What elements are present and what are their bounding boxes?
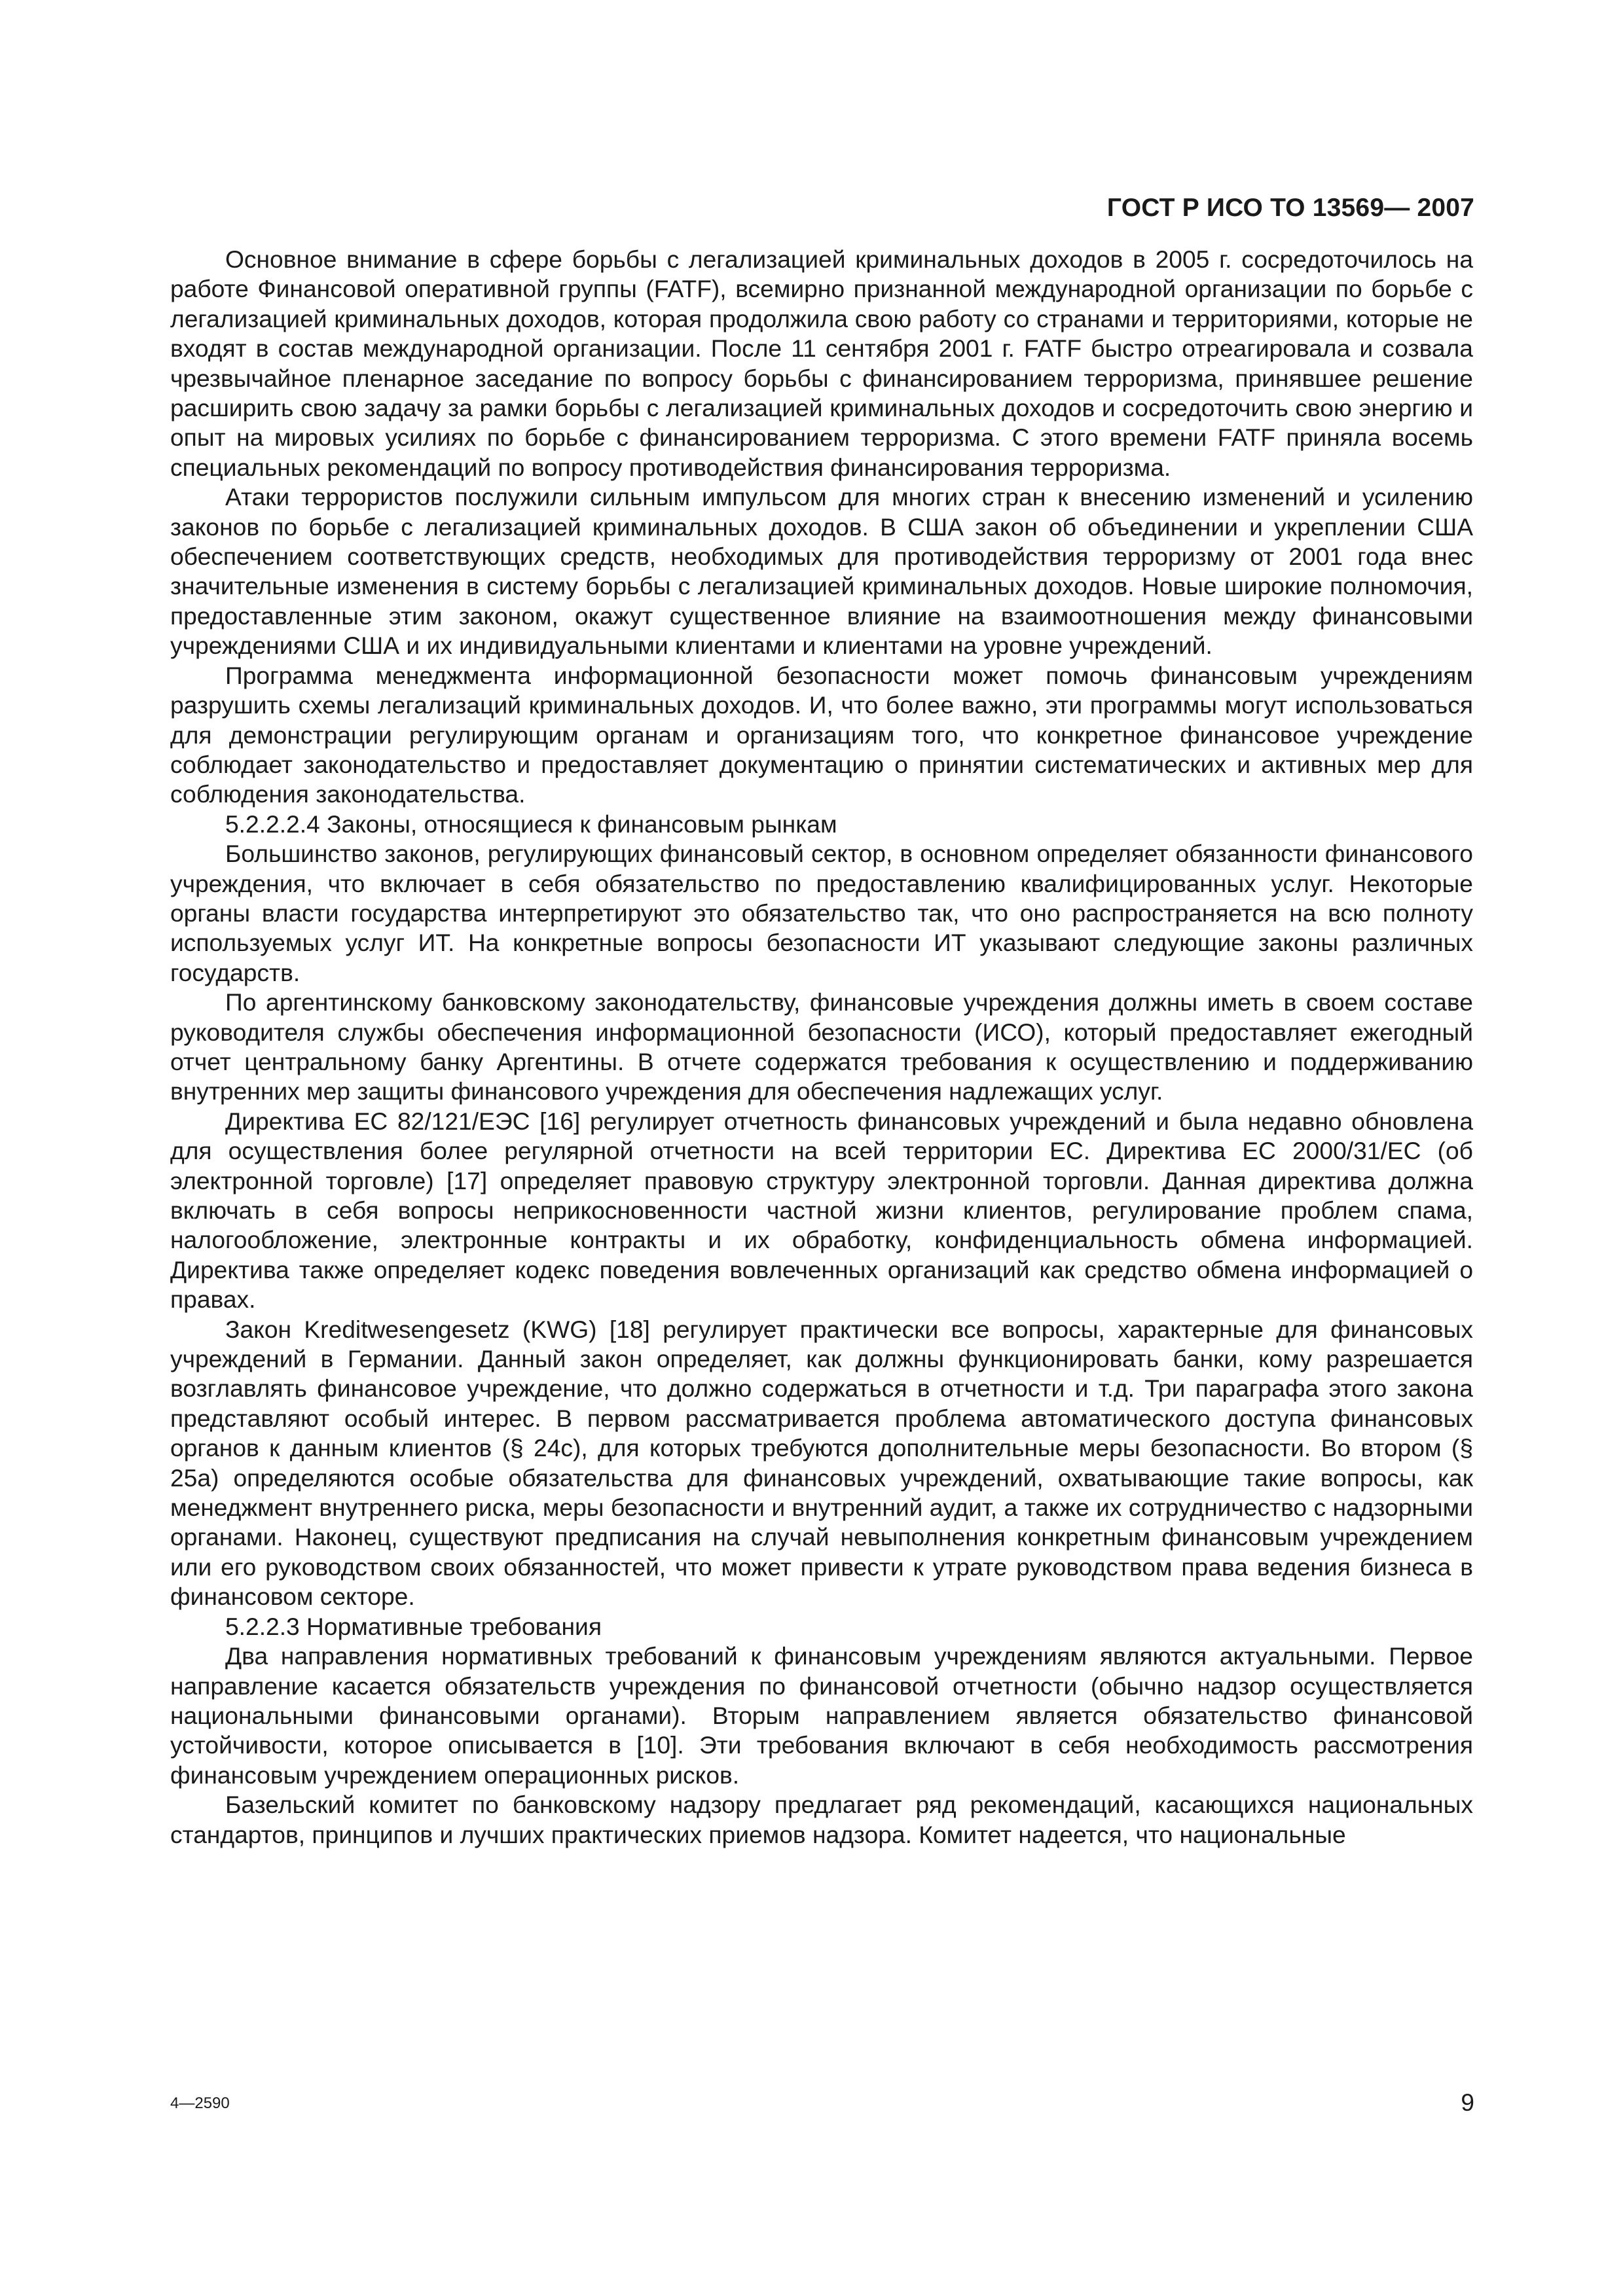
paragraph-regulatory-requirements: Два направления нормативных требований к финансовым учреждениям являются актуальными. Первое направление касается обязательств учреждения по финансовой отчетности (обычно надзор осуществляется национальными финансовыми органами). Вторым направлением является обязательство финансовой устойчивости, которое описывается в [10]. Эти требования включают в себя необходимость рассмотрения финансовым учреждением операционных рисков. — [170, 1642, 1473, 1789]
paragraph-argentina: По аргентинскому банковскому законодательству, финансовые учреждения должны иметь в своем составе руководителя службы обеспечения информационной безопасности (ИСО), который предоставляет ежегодный отчет центральному банку Аргентины. В отчете содержатся требования к осуществлению и поддерживанию внутренних мер защиты финансового учреждения для обеспечения надлежащих услуг. — [170, 988, 1473, 1105]
paragraph-eu-directive: Директива ЕС 82/121/ЕЭС [16] регулирует отчетность финансовых учреждений и была недавно обновлена для осуществления более регулярной отчетности на всей территории ЕС. Директива ЕС 2000/31/ЕС (об электронной торговле) [17] определяет правовую структуру электронной торговли. Данная директива должна включать в себя вопросы неприкосновенности частной жизни клиентов, регулирование проблем спама, налогообложение, электронные контракты и их обработку, конфиденциальность обмена информацией. Директива также определяет кодекс поведения вовлеченных организаций как средство обмена информацией о правах. — [170, 1107, 1473, 1314]
print-code: 4—2590 — [170, 2094, 230, 2112]
page-number: 9 — [1461, 2089, 1474, 2116]
paragraph-terrorist-attacks: Атаки террористов послужили сильным импульсом для многих стран к внесению изменений и усилению законов по борьбе с легализацией криминальных доходов. В США закон об объединении и укреплении США обеспечением соответствующих средств, необходимых для противодействия терроризму от 2001 года внес значительные изменения в систему борьбы с легализацией криминальных доходов. Новые широкие полномочия, предоставленные этим законом, окажут существенное влияние на взаимоотношения между финансовыми учреждениями США и их индивидуальными клиентами и клиентами на уровне учреждений. — [170, 483, 1473, 660]
paragraph-fatf: Основное внимание в сфере борьбы с легализацией криминальных доходов в 2005 г. сосредоточилось на работе Финансовой оперативной группы (FATF), всемирно признанной международной организации по борьбе с легализацией криминальных доходов, которая продолжила свою работу со странами и территориями, которые не входят в состав международной организации. После 11 сентября 2001 г. FATF быстро отреагировала и созвала чрезвычайное пленарное заседание по вопросу борьбы с финансированием терроризма, принявшее решение расширить свою задачу за рамки борьбы с легализацией криминальных доходов и сосредоточить свою энергию и опыт на мировых усилиях по борьбе с финансированием терроризма. С этого времени FATF приняла восемь специальных рекомендаций по вопросу противодействия финансирования терроризма. — [170, 245, 1473, 481]
paragraph-security-program: Программа менеджмента информационной безопасности может помочь финансовым учреждениям разрушить схемы легализаций криминальных доходов. И, что более важно, эти программы могут использоваться для демонстрации регулирующим органам и организациям того, что конкретное финансовое учреждение соблюдает законодательство и предоставляет документацию о принятии систематических и активных мер для соблюдения законодательства. — [170, 661, 1473, 808]
paragraph-financial-laws: Большинство законов, регулирующих финансовый сектор, в основном определяет обязанности финансового учреждения, что включает в себя обязательство по предоставлению квалифицированных услуг. Некоторые органы власти государства интерпретируют это обязательство так, что оно распространяется на всю полноту используемых услуг ИТ. На конкретные вопросы безопасности ИТ указывают следующие законы различных государств. — [170, 840, 1473, 986]
standard-header: ГОСТ Р ИСО ТО 13569— 2007 — [1106, 194, 1474, 222]
section-heading-5-2-2-2-4: 5.2.2.2.4 Законы, относящиеся к финансовым рынкам — [225, 810, 837, 838]
section-heading-5-2-2-3: 5.2.2.3 Нормативные требования — [225, 1612, 602, 1640]
document-body — [170, 245, 1473, 1850]
paragraph-basel-committee: Базельский комитет по банковскому надзору предлагает ряд рекомендаций, касающихся национальных стандартов, принципов и лучших практических приемов надзора. Комитет надеется, что национальные — [170, 1791, 1473, 1848]
paragraph-kwg: Закон Kreditwesengesetz (KWG) [18] регулирует практически все вопросы, характерные для финансовых учреждений в Германии. Данный закон определяет, как должны функционировать банки, кому разрешается возглавлять финансовое учреждение, что должно содержаться в отчетности и т.д. Три параграфа этого закона представляют особый интерес. В первом рассматривается проблема автоматического доступа финансовых органов к данным клиентов (§ 24с), для которых требуются дополнительные меры безопасности. Во втором (§ 25а) определяются особые обязательства для финансовых учреждений, охватывающие такие вопросы, как менеджмент внутреннего риска, меры безопасности и внутренний аудит, а также их сотрудничество с надзорными органами. Наконец, существуют предписания на случай невыполнения конкретным финансовым учреждением или его руководством своих обязанностей, что может привести к утрате руководством права ведения бизнеса в финансовом секторе. — [170, 1315, 1473, 1611]
